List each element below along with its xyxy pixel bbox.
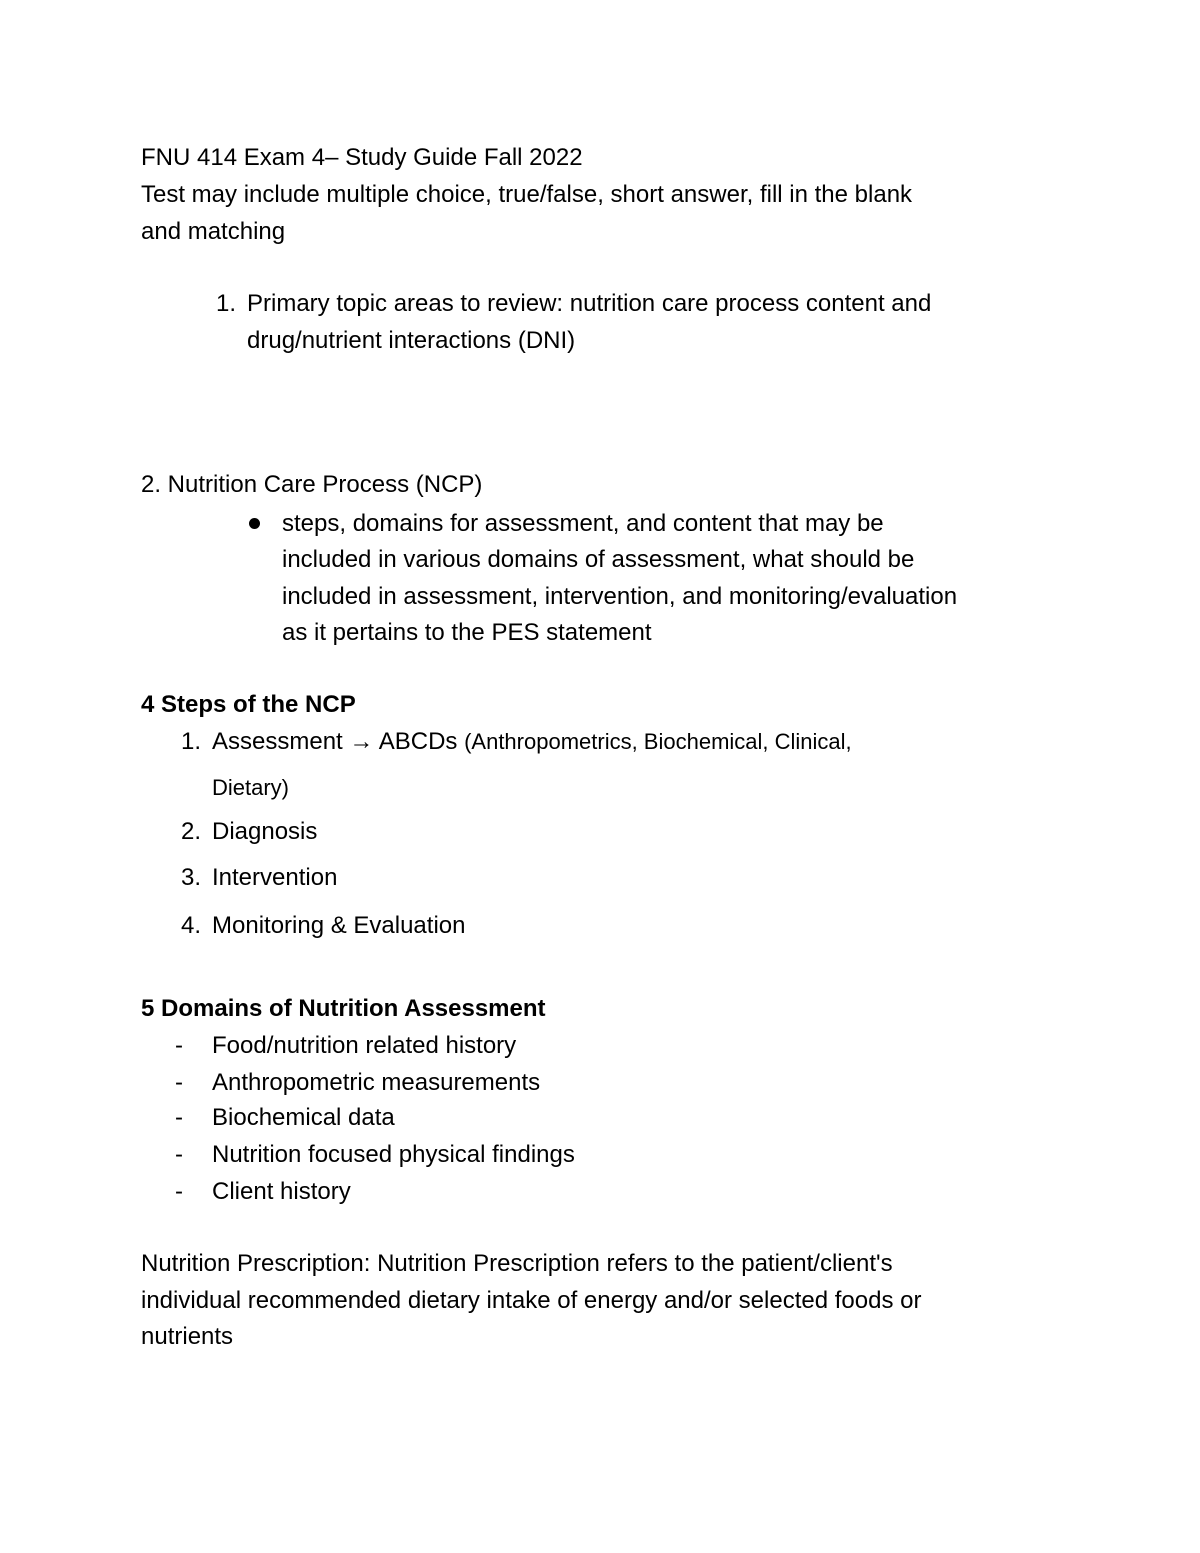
domain-4-marker: -	[175, 1141, 183, 1168]
domain-3-text: Biochemical data	[212, 1104, 395, 1131]
domain-2-text: Anthropometric measurements	[212, 1069, 541, 1096]
intro-line-2: and matching	[141, 218, 286, 245]
item-2-heading: 2. Nutrition Care Process (NCP)	[141, 471, 483, 498]
step-1-detail: (Anthropometrics, Biochemical, Clinical,	[464, 729, 852, 754]
prescription-line-2: individual recommended dietary intake of energy and/or selected foods or	[141, 1287, 922, 1314]
domain-1-marker: -	[175, 1032, 183, 1059]
domain-1-text: Food/nutrition related history	[212, 1032, 517, 1059]
intro-line-1: Test may include multiple choice, true/false, short answer, fill in the blank	[141, 181, 913, 208]
step-1-detail-2: Dietary)	[212, 775, 290, 800]
domain-5-marker: -	[175, 1178, 183, 1205]
item-1-number: 1.	[215, 290, 236, 317]
step-4-number: 4.	[180, 912, 201, 939]
step-4-text: Monitoring & Evaluation	[212, 912, 466, 939]
steps-heading: 4 Steps of the NCP	[141, 691, 356, 718]
bullet-icon	[249, 518, 260, 529]
domain-4-text: Nutrition focused physical findings	[212, 1141, 575, 1168]
domain-5-text: Client history	[212, 1178, 351, 1205]
domain-2-marker: -	[175, 1069, 183, 1096]
step-2-text: Diagnosis	[212, 818, 318, 845]
prescription-line-3: nutrients	[141, 1323, 234, 1350]
item-2-bullet-line-2: included in various domains of assessment, what should be	[282, 546, 915, 573]
document-title: FNU 414 Exam 4– Study Guide Fall 2022	[141, 144, 583, 171]
step-1-number: 1.	[180, 728, 201, 755]
step-3-text: Intervention	[212, 864, 338, 891]
item-2-bullet-line-3: included in assessment, intervention, and monitoring/evaluation	[282, 583, 958, 610]
domains-heading: 5 Domains of Nutrition Assessment	[141, 995, 546, 1022]
item-1-line-1: Primary topic areas to review: nutrition care process content and	[247, 290, 932, 317]
item-2-bullet-line-4: as it pertains to the PES statement	[282, 619, 652, 646]
step-1-text	[212, 723, 852, 760]
prescription-line-1: Nutrition Prescription: Nutrition Prescription refers to the patient/client's	[141, 1250, 893, 1277]
item-1-line-2: drug/nutrient interactions (DNI)	[247, 327, 576, 354]
step-1-main: Assessment → ABCDs	[212, 728, 458, 755]
domain-3-marker: -	[175, 1104, 183, 1131]
item-2-bullet-line-1: steps, domains for assessment, and content that may be	[282, 510, 884, 537]
step-3-number: 3.	[180, 864, 201, 891]
step-2-number: 2.	[180, 818, 201, 845]
